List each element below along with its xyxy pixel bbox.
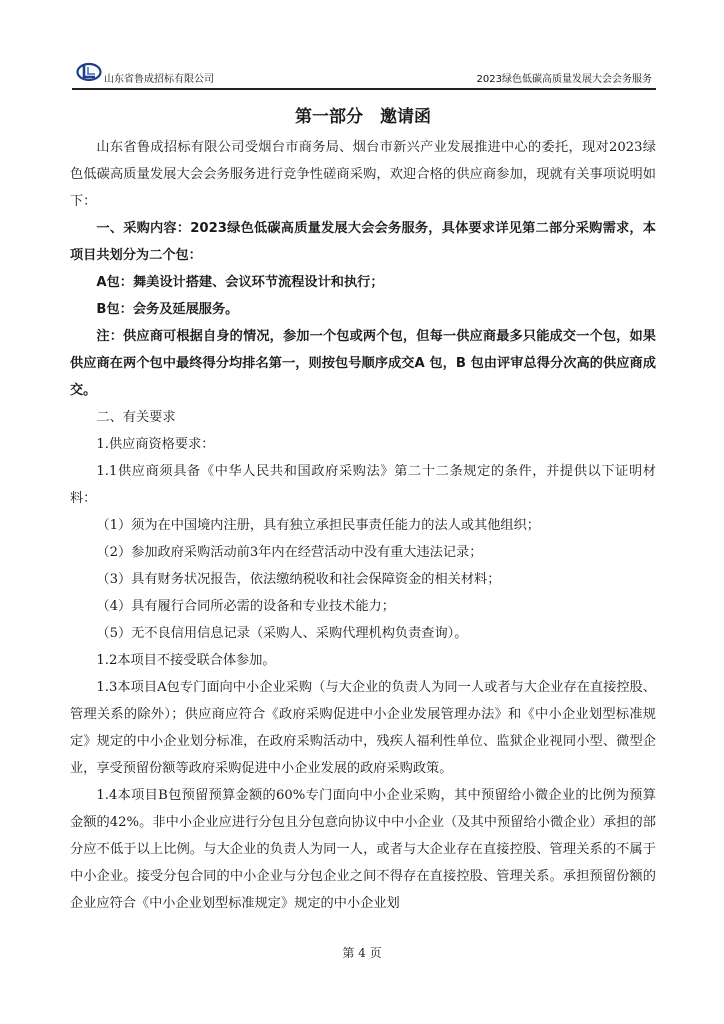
- clause-1-1: 1.1供应商须具备《中华人民共和国政府采购法》第二十二条规定的条件，并提供以下证明材料：: [70, 464, 656, 506]
- header-divider: [72, 88, 656, 90]
- section-requirements-heading: 二、有关要求: [96, 410, 176, 425]
- bid-note: 注：供应商可根据自身的情况，参加一个包或两个包，但每一供应商最多只能成交一个包，如果供应商在两个包中最终得分均排名第一，则按包号顺序成交A 包，B 包由评审总得分次高的供应商成交。: [70, 329, 656, 398]
- supplier-qualification-heading: 1.供应商资格要求：: [96, 437, 215, 452]
- requirement-item-2: （2）参加政府采购活动前3年内在经营活动中没有重大违法记录；: [96, 545, 483, 560]
- clause-1-2: 1.2本项目不接受联合体参加。: [96, 653, 276, 668]
- section-procurement-content: 一、采购内容：2023绿色低碳高质量发展大会会务服务，具体要求详见第二部分采购需求，本项目共划分为二个包：: [70, 221, 656, 263]
- package-a: A包：舞美设计搭建、会议环节流程设计和执行；: [96, 275, 384, 290]
- clause-1-3: 1.3本项目A包专门面向中小企业采购（与大企业的负责人为同一人或者与大企业存在直接控股、管理关系的除外）；供应商应符合《政府采购促进中小企业发展管理办法》和《中小企业划型标准规定》规定的中小企业划分标准，在政府采购活动中，残疾人福利性单位、监狱企业视同小型、微型企业，享受预留份额等政府采购促进中小企业发展的政府采购政策。: [70, 680, 656, 776]
- company-logo-icon: [76, 60, 102, 82]
- page-header: [70, 56, 654, 86]
- document-body: [70, 100, 656, 917]
- page-title: 第一部分 邀请函: [295, 107, 431, 127]
- requirement-item-5: （5）无不良信用信息记录（采购人、采购代理机构负责查询）。: [96, 626, 468, 641]
- package-b: B包：会务及延展服务。: [96, 302, 239, 317]
- requirement-item-4: （4）具有履行合同所必需的设备和专业技术能力；: [96, 599, 395, 614]
- clause-1-4: 1.4本项目B包预留预算金额的60%专门面向中小企业采购，其中预留给小微企业的比例为预算金额的42%。非中小企业应进行分包且分包意向协议中中小企业（及其中预留给小微企业）承担的部分应不低于以上比例。与大企业的负责人为同一人，或者与大企业存在直接控股、管理关系的不属于中小企业。接受分包合同的中小企业与分包企业之间不得存在直接控股、管理关系。承担预留份额的企业应符合《中小企业划型标准规定》规定的中小企业划: [70, 788, 656, 911]
- header-company-name: 山东省鲁成招标有限公司: [104, 74, 214, 85]
- requirement-item-1: （1）须为在中国境内注册，具有独立承担民事责任能力的法人或其他组织；: [96, 518, 540, 533]
- intro-paragraph: 山东省鲁成招标有限公司受烟台市商务局、烟台市新兴产业发展推进中心的委托，现对2023绿色低碳高质量发展大会会务服务进行竞争性磋商采购，欢迎合格的供应商参加，现就有关事项说明如下：: [70, 140, 656, 209]
- page-number: 第 4 页: [342, 946, 382, 960]
- requirement-item-3: （3）具有财务状况报告，依法缴纳税收和社会保障资金的相关材料；: [96, 572, 501, 587]
- header-project-name: 2023绿色低碳高质量发展大会会务服务: [476, 74, 652, 85]
